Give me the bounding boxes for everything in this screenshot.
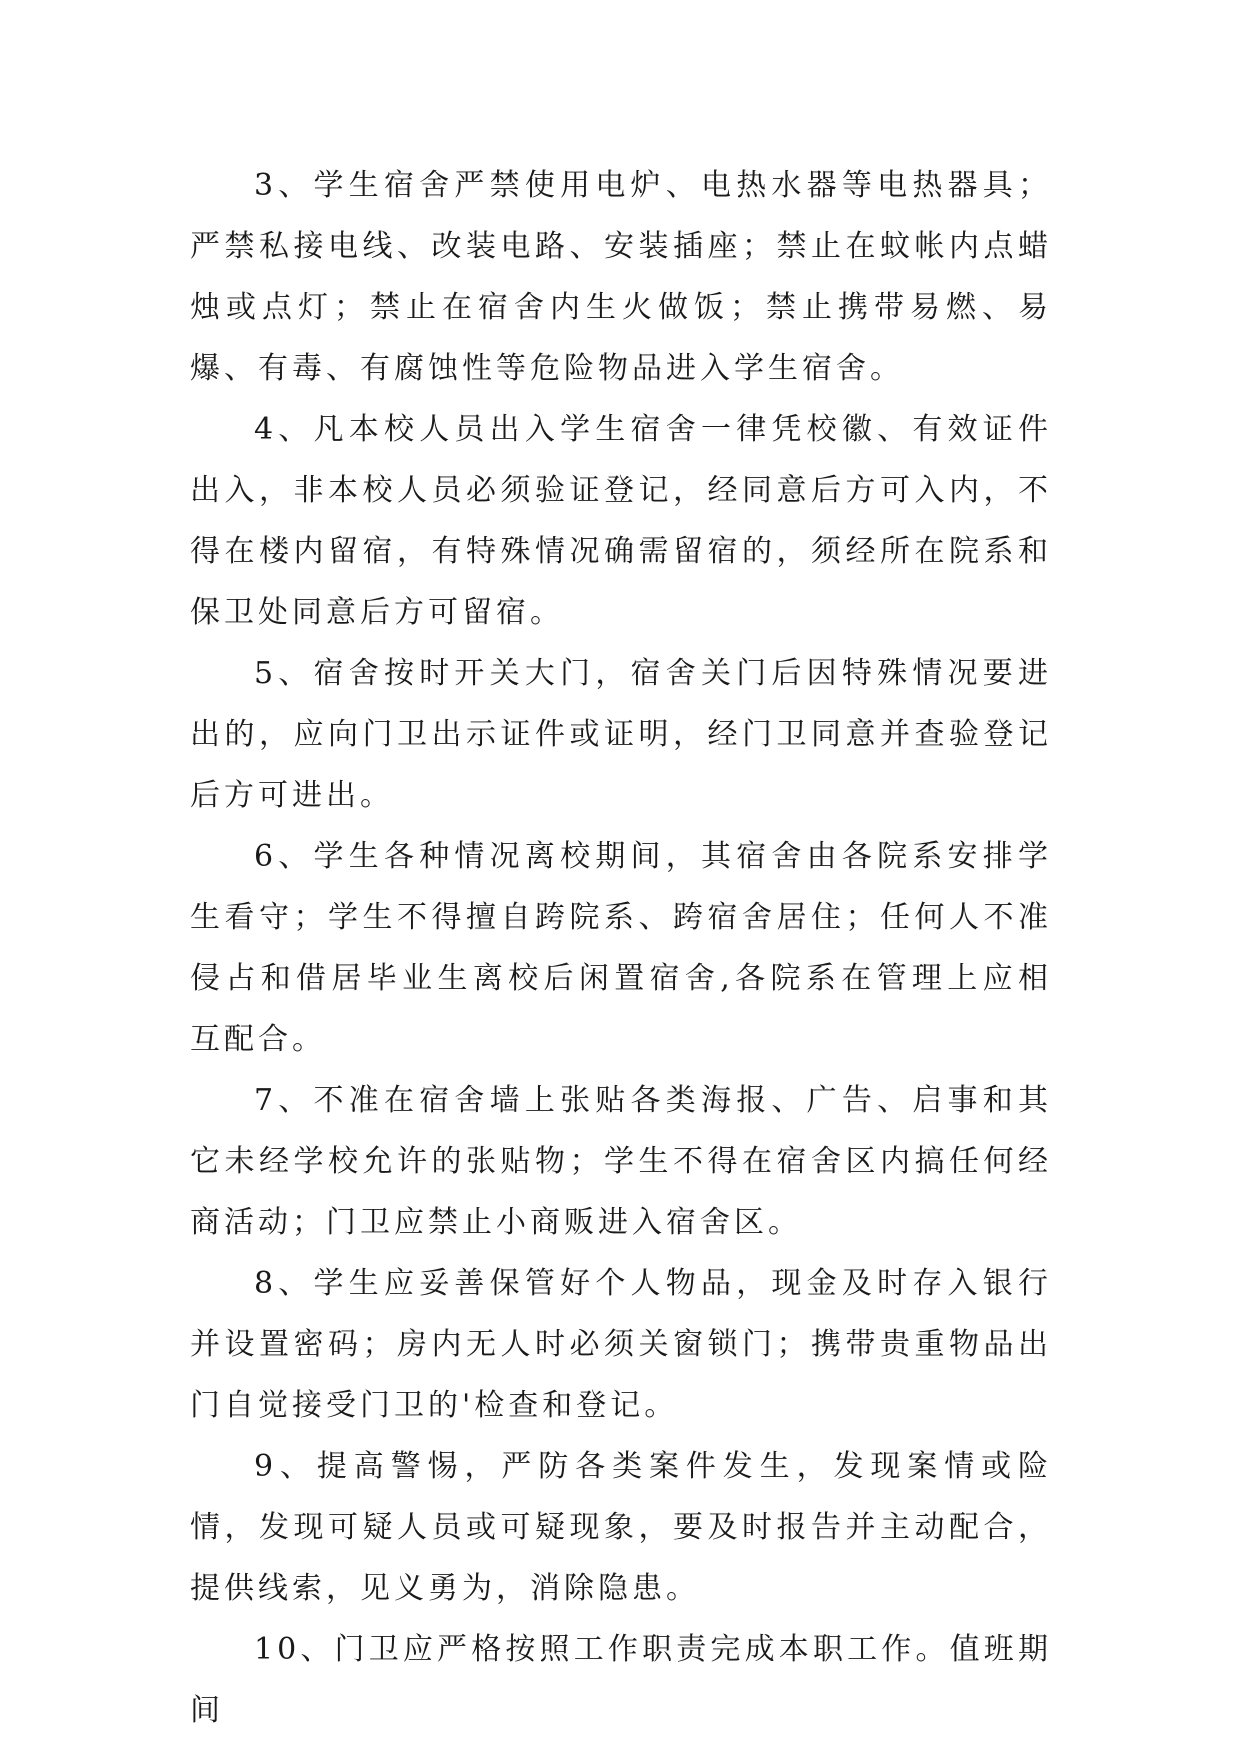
paragraph-5: 5、宿舍按时开关大门，宿舍关门后因特殊情况要进出的，应向门卫出示证件或证明，经门卫同意并查验登记后方可进出。 — [190, 656, 1052, 813]
paragraph-8: 8、学生应妥善保管好个人物品，现金及时存入银行并设置密码；房内无人时必须关窗锁门；携带贵重物品出门自觉接受门卫的'检查和登记。 — [190, 1266, 1052, 1423]
paragraph-9: 9、提高警惕，严防各类案件发生，发现案情或险情，发现可疑人员或可疑现象，要及时报告并主动配合，提供线索，见义勇为，消除隐患。 — [190, 1449, 1052, 1606]
document-body — [190, 155, 1052, 1741]
paragraph-4: 4、凡本校人员出入学生宿舍一律凭校徽、有效证件出入，非本校人员必须验证登记，经同意后方可入内，不得在楼内留宿，有特殊情况确需留宿的，须经所在院系和保卫处同意后方可留宿。 — [190, 412, 1052, 630]
paragraph-3: 3、学生宿舍严禁使用电炉、电热水器等电热器具；严禁私接电线、改装电路、安装插座；禁止在蚊帐内点蜡烛或点灯；禁止在宿舍内生火做饭；禁止携带易燃、易爆、有毒、有腐蚀性等危险物品进入学生宿舍。 — [190, 168, 1052, 386]
paragraph-7: 7、不准在宿舍墙上张贴各类海报、广告、启事和其它未经学校允许的张贴物；学生不得在宿舍区内搞任何经商活动；门卫应禁止小商贩进入宿舍区。 — [190, 1083, 1052, 1240]
paragraph-6: 6、学生各种情况离校期间，其宿舍由各院系安排学生看守；学生不得擅自跨院系、跨宿舍居住；任何人不准侵占和借居毕业生离校后闲置宿舍,各院系在管理上应相互配合。 — [190, 839, 1052, 1057]
paragraph-10: 10、门卫应严格按照工作职责完成本职工作。值班期间 — [190, 1632, 1052, 1728]
